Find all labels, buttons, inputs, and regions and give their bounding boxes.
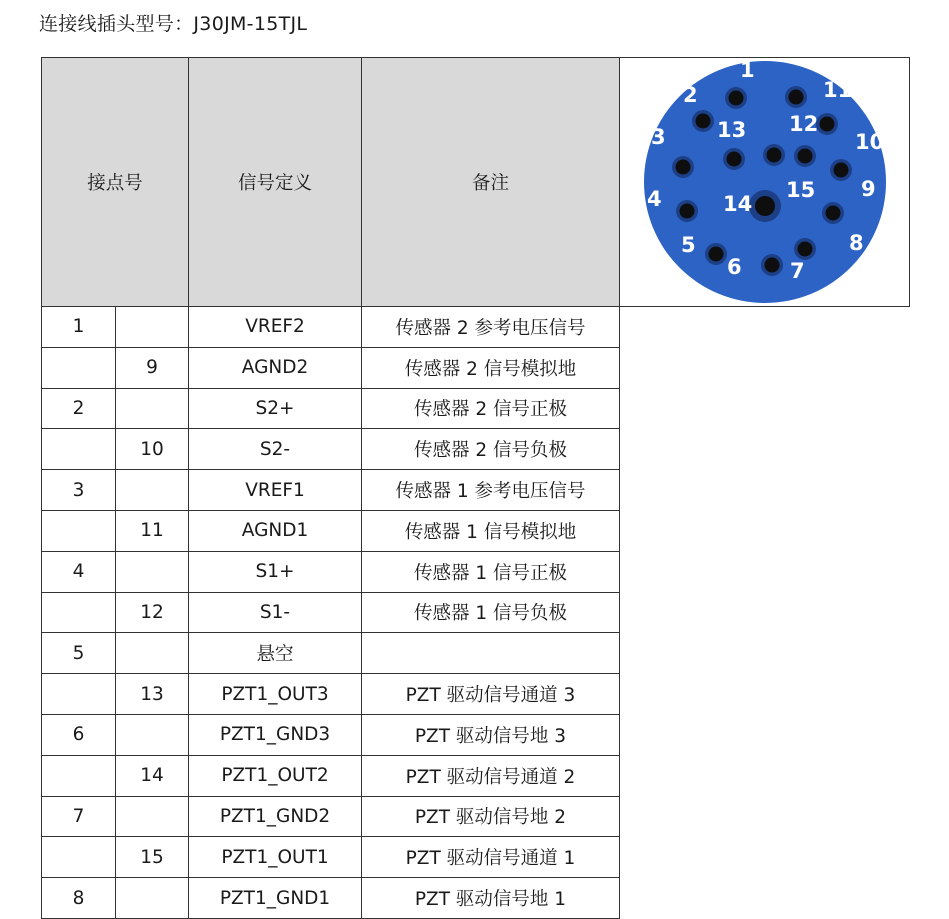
pin-number-label: 7	[789, 259, 805, 283]
table-body	[42, 307, 910, 919]
pin-hole	[819, 117, 834, 132]
header-remark: 备注	[362, 58, 620, 307]
pin-even-cell	[116, 796, 189, 837]
pin-odd-cell: 4	[42, 551, 116, 592]
table-row	[42, 837, 910, 878]
signal-cell: PZT1_GND2	[189, 796, 362, 837]
connector-face-image	[641, 58, 889, 306]
pin-odd-cell	[42, 347, 116, 388]
pin-odd-cell	[42, 429, 116, 470]
signal-cell: VREF2	[189, 307, 362, 348]
pin-even-cell: 10	[116, 429, 189, 470]
table-row	[42, 592, 910, 633]
remark-cell: 传感器 2 参考电压信号	[362, 307, 620, 348]
signal-cell: S2-	[189, 429, 362, 470]
pin-odd-cell	[42, 755, 116, 796]
pin-odd-cell	[42, 674, 116, 715]
remark-cell: 传感器 1 参考电压信号	[362, 470, 620, 511]
connector-image-cell	[620, 58, 910, 307]
pin-odd-cell	[42, 592, 116, 633]
pin-even-cell: 13	[116, 674, 189, 715]
remark-cell: 传感器 1 信号模拟地	[362, 510, 620, 551]
table-row	[42, 878, 910, 919]
pin-hole	[788, 90, 803, 105]
pin-odd-cell: 3	[42, 470, 116, 511]
remark-cell: PZT 驱动信号通道 1	[362, 837, 620, 878]
pin-even-cell	[116, 470, 189, 511]
pin-number-label: 5	[680, 233, 696, 257]
pin-even-cell: 12	[116, 592, 189, 633]
remark-cell: 传感器 2 信号正极	[362, 388, 620, 429]
pin-odd-cell: 8	[42, 878, 116, 919]
pin-odd-cell	[42, 837, 116, 878]
pin-even-cell	[116, 307, 189, 348]
signal-cell: S1-	[189, 592, 362, 633]
connector-model-title: 连接线插头型号：J30JM-15TJL	[39, 13, 308, 35]
table-row	[42, 510, 910, 551]
pin-even-cell: 15	[116, 837, 189, 878]
remark-cell: 传感器 1 信号负极	[362, 592, 620, 633]
pin-definition-table	[41, 57, 910, 919]
pin-odd-cell: 6	[42, 714, 116, 755]
signal-cell: VREF1	[189, 470, 362, 511]
remark-cell: 传感器 2 信号负极	[362, 429, 620, 470]
table-row	[42, 429, 910, 470]
table-row	[42, 470, 910, 511]
pin-hole	[675, 160, 690, 175]
pin-number-label: 14	[722, 192, 752, 216]
header-contact: 接点号	[42, 58, 189, 307]
pin-number-label: 1	[739, 58, 755, 82]
pin-number-label: 15	[785, 178, 815, 202]
table-row	[42, 307, 910, 348]
pin-number-label: 11	[822, 78, 852, 102]
pin-even-cell	[116, 388, 189, 429]
pin-even-cell	[116, 878, 189, 919]
pin-number-label: 10	[854, 130, 884, 154]
table-row	[42, 755, 910, 796]
signal-cell: S1+	[189, 551, 362, 592]
pin-number-label: 4	[646, 187, 662, 211]
remark-cell: PZT 驱动信号通道 3	[362, 674, 620, 715]
pin-number-label: 8	[848, 231, 864, 255]
pin-hole	[833, 163, 848, 178]
table-row	[42, 551, 910, 592]
signal-cell: 悬空	[189, 633, 362, 674]
signal-cell: S2+	[189, 388, 362, 429]
header-signal: 信号定义	[189, 58, 362, 307]
signal-cell: AGND1	[189, 510, 362, 551]
remark-cell: 传感器 2 信号模拟地	[362, 347, 620, 388]
center-pin-hole	[755, 196, 775, 216]
pin-number-label: 13	[716, 118, 746, 142]
pin-hole	[766, 148, 781, 163]
signal-cell: PZT1_GND1	[189, 878, 362, 919]
signal-cell: PZT1_OUT1	[189, 837, 362, 878]
pin-even-cell: 11	[116, 510, 189, 551]
table-row	[42, 714, 910, 755]
pin-even-cell: 14	[116, 755, 189, 796]
remark-cell: PZT 驱动信号地 1	[362, 878, 620, 919]
pin-hole	[708, 247, 723, 262]
pin-hole	[726, 152, 741, 167]
pin-number-label: 12	[788, 112, 818, 136]
table-header-row	[42, 58, 910, 307]
pin-hole	[825, 206, 840, 221]
remark-cell: PZT 驱动信号地 2	[362, 796, 620, 837]
pin-number-label: 3	[650, 125, 666, 149]
signal-cell: PZT1_OUT3	[189, 674, 362, 715]
signal-cell: AGND2	[189, 347, 362, 388]
table-row	[42, 633, 910, 674]
pin-odd-cell: 1	[42, 307, 116, 348]
table-row	[42, 674, 910, 715]
pin-even-cell	[116, 714, 189, 755]
pin-odd-cell: 5	[42, 633, 116, 674]
table-row	[42, 796, 910, 837]
pin-definition-table-wrap	[41, 57, 910, 919]
pin-even-cell: 9	[116, 347, 189, 388]
pin-hole	[728, 91, 743, 106]
pin-hole	[764, 258, 779, 273]
pin-hole	[797, 149, 812, 164]
pin-odd-cell: 7	[42, 796, 116, 837]
pin-even-cell	[116, 551, 189, 592]
table-row	[42, 347, 910, 388]
pin-hole	[695, 114, 710, 129]
signal-cell: PZT1_GND3	[189, 714, 362, 755]
remark-cell: PZT 驱动信号通道 2	[362, 755, 620, 796]
pin-number-label: 6	[726, 255, 742, 279]
pin-number-label: 2	[682, 83, 698, 107]
pin-odd-cell	[42, 510, 116, 551]
pin-hole	[679, 204, 694, 219]
pin-hole	[797, 242, 812, 257]
pin-number-label: 9	[860, 177, 876, 201]
pin-odd-cell: 2	[42, 388, 116, 429]
remark-cell: PZT 驱动信号地 3	[362, 714, 620, 755]
signal-cell: PZT1_OUT2	[189, 755, 362, 796]
remark-cell	[362, 633, 620, 674]
table-row	[42, 388, 910, 429]
pin-even-cell	[116, 633, 189, 674]
remark-cell: 传感器 1 信号正极	[362, 551, 620, 592]
